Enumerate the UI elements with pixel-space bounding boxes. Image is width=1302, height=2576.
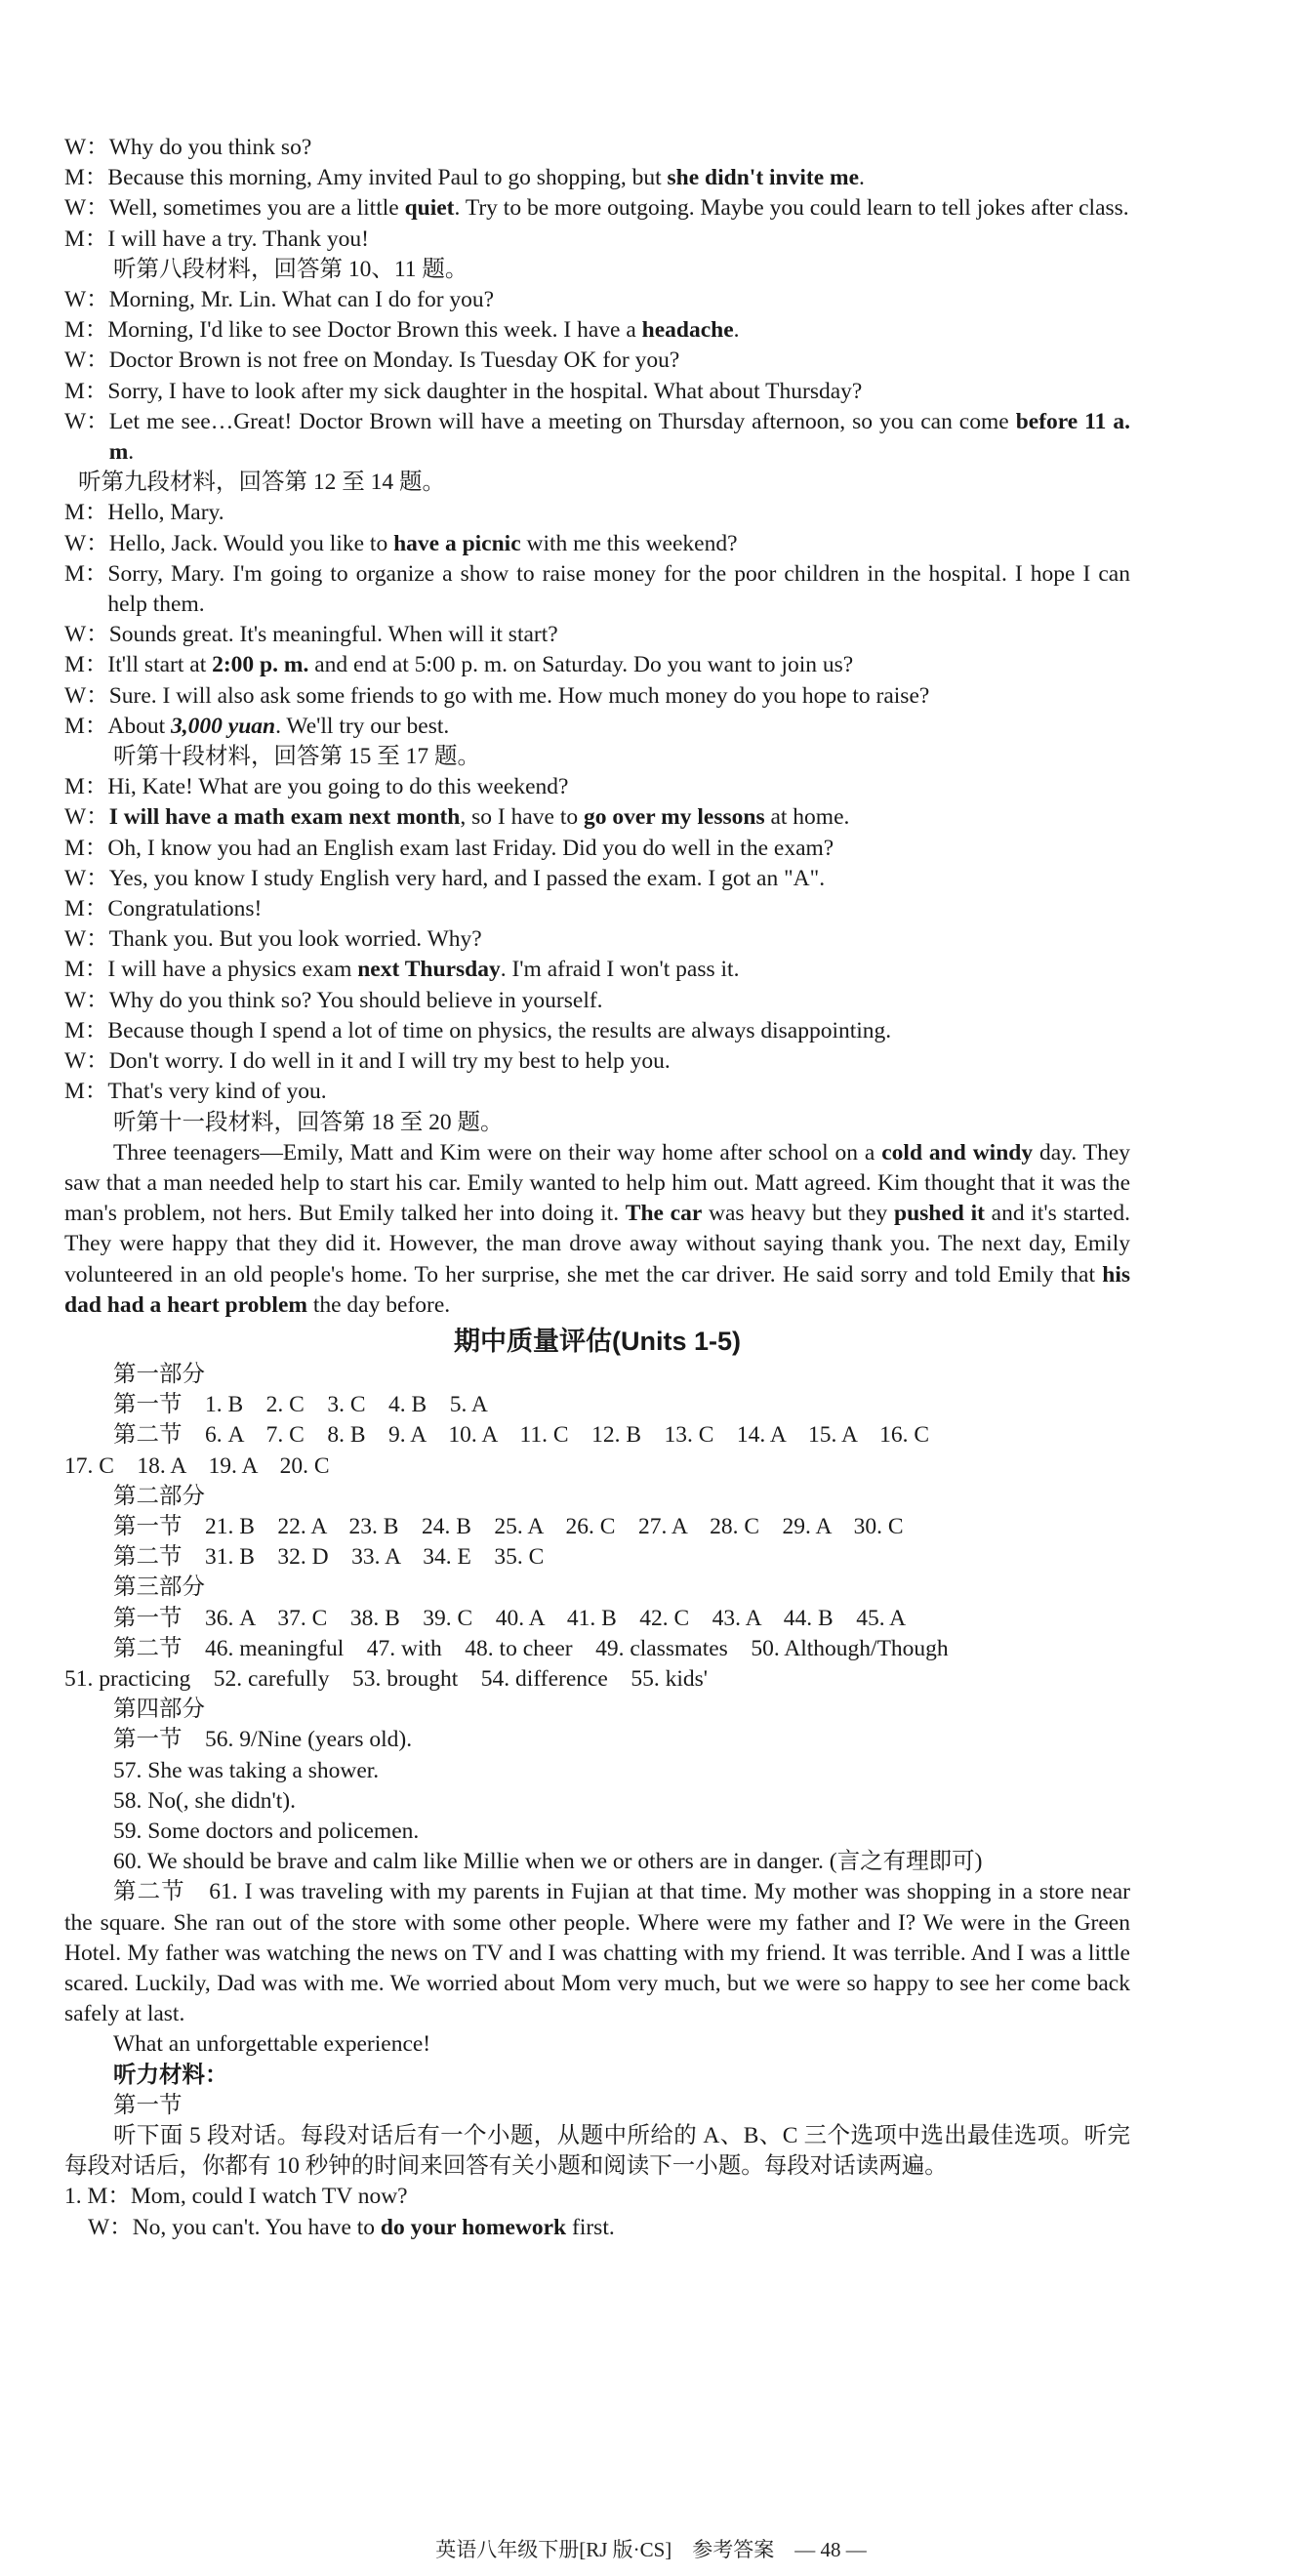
dialog-line: M： Congratulations! xyxy=(64,896,263,922)
section-label: 听第十一段材料，回答第 18 至 20 题。 xyxy=(113,1109,504,1135)
listening-section: 第一节 xyxy=(113,2092,183,2118)
dialog-line: W： Morning, Mr. Lin. What can I do for you? xyxy=(64,287,495,313)
dialog-line: M： About 3,000 yuan. We'll try our best. xyxy=(64,713,450,739)
dialog-line: M： Because this morning, Amy invited Paul to go shopping, but she didn't invite me. xyxy=(64,165,865,191)
answer-line: 57. She was taking a shower. xyxy=(113,1757,380,1783)
answer-line: 58. No(, she didn't). xyxy=(113,1787,296,1814)
dialog-10 xyxy=(64,772,1130,1107)
answer-line: 第二节 6. A 7. C 8. B 9. A 10. A 11. C 12. B 13. C 14. A 15. A 16. C xyxy=(113,1422,930,1449)
answer-line: 17. C 18. A 19. A 20. C xyxy=(64,1452,330,1479)
dialog-line: W： Hello, Jack. Would you like to have a picnic with me this weekend? xyxy=(64,530,738,556)
passage: Three teenagers—Emily, Matt and Kim were on their way home after school on a cold and windy day. They saw that a man needed help to start his car. Emily wanted to help him out. Matt agreed. Kim thought that it was the man's problem, not hers. But Emily talked her into doing it. The car was heavy but they pushed it and it's started. They were happy that they did it. However, the man drove away without saying thank you. The next day, Emily volunteered in an old people's home. To her surprise, she met the car driver. He said sorry and told Emily that his dad had a heart problem the day before. xyxy=(64,1139,1131,1318)
answer-line: 59. Some doctors and policemen. xyxy=(113,1818,420,1844)
dialog-line: M： Hi, Kate! What are you going to do this weekend? xyxy=(64,774,569,800)
section-title: 期中质量评估(Units 1-5) xyxy=(453,1326,741,1356)
dialog-9 xyxy=(64,498,1130,742)
answer-line: 第二节 31. B 32. D 33. A 34. E 35. C xyxy=(113,1544,545,1571)
answer-key xyxy=(64,1360,1130,2061)
content xyxy=(64,133,1130,2243)
dialog-8 xyxy=(64,285,1130,468)
closing-line: What an unforgettable experience! xyxy=(113,2031,431,2058)
dialog-line: W： Why do you think so? You should believe in yourself. xyxy=(64,987,603,1013)
dialog-line: W： Why do you think so? xyxy=(64,135,312,160)
dialog-line: 1. M：Mom, could I watch TV now? xyxy=(64,2184,408,2210)
part-heading: 第一部分 xyxy=(113,1361,205,1387)
dialog-line: M： I will have a physics exam next Thursday. I'm afraid I won't pass it. xyxy=(64,957,740,983)
dialog-1 xyxy=(64,133,1130,255)
dialog-line: W： Doctor Brown is not free on Monday. Is Tuesday OK for you? xyxy=(64,348,680,374)
dialog-line: M： Because though I spend a lot of time on physics, the results are always disappointing. xyxy=(64,1017,892,1043)
section-label: 听第十段材料，回答第 15 至 17 题。 xyxy=(113,744,480,770)
answer-line: 第一节 36. A 37. C 38. B 39. C 40. A 41. B 42. C 43. A 44. B 45. A xyxy=(113,1605,907,1631)
page-footer: 英语八年级下册[RJ 版·CS] 参考答案 — 48 — xyxy=(435,2538,867,2561)
dialog-line: W： Let me see…Great! Doctor Brown will have a meeting on Thursday afternoon, so you can come before 11 a. m. xyxy=(64,408,1131,466)
dialog-line: W： Thank you. But you look worried. Why? xyxy=(64,926,482,953)
listening-material xyxy=(64,2061,1130,2243)
writing-answer: 第二节 61. I was traveling with my parents in Fujian at that time. My mother was shopping in a store near the square. She ran out of the store with some other people. Where were my father and I? We were in the Green Hotel. My father was watching the news on TV and I was chatting with my friend. It was terrible. And I was a little scared. Luckily, Dad was with me. We worried about Mom very much, but we were so happy to see her come back safely at last. xyxy=(64,1879,1130,2027)
dialog-line: M： That's very kind of you. xyxy=(64,1079,327,1105)
section-label: 听第九段材料，回答第 12 至 14 题。 xyxy=(78,470,445,496)
part-heading: 第四部分 xyxy=(113,1697,205,1723)
dialog-line: W： Sounds great. It's meaningful. When will it start? xyxy=(64,622,558,648)
dialog-line: W： Don't worry. I do well in it and I will try my best to help you. xyxy=(64,1048,671,1075)
dialog-line: W： Well, sometimes you are a little quiet. Try to be more outgoing. Maybe you could learn to tell jokes after class. xyxy=(64,195,1129,222)
dialog-line: M： Sorry, I have to look after my sick daughter in the hospital. What about Thursday? xyxy=(64,378,863,404)
dialog-line: W： Yes, you know I study English very hard, and I passed the exam. I got an "A". xyxy=(64,865,826,891)
dialog-line: M： Oh, I know you had an English exam last Friday. Did you do well in the exam? xyxy=(64,835,834,861)
dialog-line: M： Sorry, Mary. I'm going to organize a show to raise money for the poor children in the hospital. I hope I can help them. xyxy=(64,560,1130,618)
answer-line: 60. We should be brave and calm like Millie when we or others are in danger. (言之有理即可) xyxy=(113,1849,983,1875)
listening-instructions: 听下面 5 段对话。每段对话后有一个小题，从题中所给的 A、B、C 三个选项中选出最佳选项。听完每段对话后，你都有 10 秒钟的时间来回答有关小题和阅读下一小题。每段对话读两遍。 xyxy=(64,2123,1130,2180)
answer-line: 第二节 46. meaningful 47. with 48. to cheer 49. classmates 50. Although/Though xyxy=(113,1635,949,1661)
section-label: 听第八段材料，回答第 10、11 题。 xyxy=(113,256,468,282)
dialog-line: W： I will have a math exam next month, so I have to go over my lessons at home. xyxy=(64,804,850,831)
dialog-line: M： Morning, I'd like to see Doctor Brown this week. I have a headache. xyxy=(64,317,740,344)
listening-title: 听力材料： xyxy=(113,2062,228,2088)
dialog-line: M： I will have a try. Thank you! xyxy=(64,225,369,252)
dialog-line: W：No, you can't. You have to do your homework first. xyxy=(88,2214,615,2240)
dialog-line: W： Sure. I will also ask some friends to go with me. How much money do you hope to raise? xyxy=(64,682,930,709)
answer-line: 51. practicing 52. carefully 53. brought 54. difference 55. kids' xyxy=(64,1665,709,1692)
dialog-line: M： It'll start at 2:00 p. m. and end at 5:00 p. m. on Saturday. Do you want to join us? xyxy=(64,652,854,678)
dialog-line: M： Hello, Mary. xyxy=(64,500,224,526)
part-heading: 第二部分 xyxy=(113,1483,205,1509)
answer-line: 第一节 56. 9/Nine (years old). xyxy=(113,1727,413,1753)
part-heading: 第三部分 xyxy=(113,1574,205,1601)
answer-line: 第一节 21. B 22. A 23. B 24. B 25. A 26. C 27. A 28. C 29. A 30. C xyxy=(113,1513,904,1539)
answer-line: 第一节 1. B 2. C 3. C 4. B 5. A xyxy=(113,1392,488,1418)
